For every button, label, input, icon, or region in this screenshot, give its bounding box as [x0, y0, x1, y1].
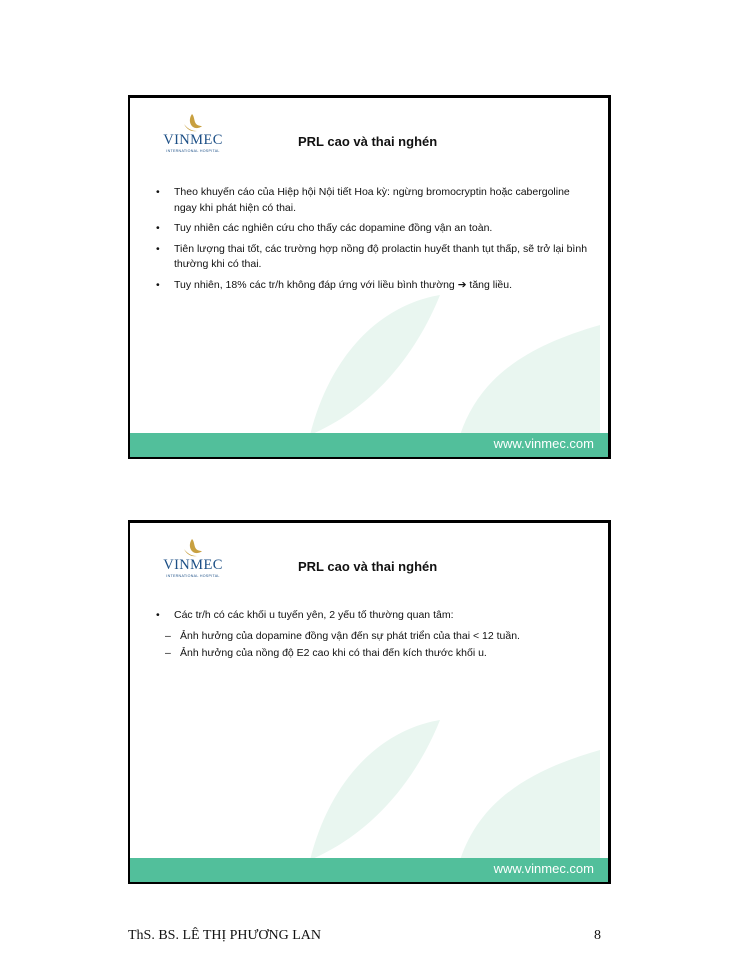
leaf-watermark-left — [300, 285, 440, 435]
bullet-item: • Các tr/h có các khối u tuyến yên, 2 yếu tố thường quan tâm: — [156, 609, 454, 621]
leaf-watermark-right — [460, 710, 600, 860]
page-author: ThS. BS. LÊ THỊ PHƯƠNG LAN — [128, 928, 321, 943]
slide-title: PRL cao và thai nghén — [298, 134, 438, 149]
slide-title: PRL cao và thai nghén — [298, 559, 438, 574]
leaf-watermark-right — [460, 285, 600, 435]
bullet-text: Tuy nhiên, 18% các tr/h không đáp ứng với liều bình thường ➔ tăng liều. — [174, 278, 513, 291]
footer-bar — [130, 433, 608, 457]
bullet-list — [148, 185, 588, 298]
sub-bullet-text: Ảnh hưởng của nồng độ E2 cao khi có thai đến kích thước khối u. — [180, 647, 487, 659]
logo-wordmark: VINMEC — [163, 132, 223, 148]
bullet-list — [148, 608, 588, 662]
footer-bar — [130, 858, 608, 882]
bullet-text: Các tr/h có các khối u tuyến yên, 2 yếu tố thường quan tâm: — [174, 609, 454, 621]
bullet-item: • Tuy nhiên, 18% các tr/h không đáp ứng với liều bình thường ➔ tăng liều. — [156, 278, 513, 291]
footer-url: www.vinmec.com — [493, 861, 594, 876]
vinmec-swan-icon — [180, 112, 204, 134]
bullet-text: Tiên lượng thai tốt, các trường hợp nồng độ prolactin huyết thanh tụt thấp, sẽ trở lại bình thường khi có thai. — [174, 242, 588, 270]
sub-bullet-text: Ảnh hưởng của dopamine đồng vận đến sự phát triển của thai < 12 tuần. — [180, 629, 520, 642]
bullet-text: Tuy nhiên các nghiên cứu cho thấy các dopamine đồng vận an toàn. — [174, 222, 493, 234]
logo-subtitle: INTERNATIONAL HOSPITAL — [166, 149, 220, 153]
page-number: 8 — [594, 928, 601, 943]
sub-bullet-item: – Ảnh hưởng của nồng độ E2 cao khi có thai đến kích thước khối u. — [165, 647, 487, 659]
slide-2 — [128, 520, 611, 884]
leaf-watermark-left — [300, 710, 440, 860]
slide-1 — [128, 95, 611, 459]
bullet-item: • Theo khuyến cáo của Hiệp hội Nội tiết Hoa kỳ: ngừng bromocryptin hoặc cabergoline ngay khi phát hiện có thai. — [156, 186, 570, 214]
vinmec-logo — [158, 537, 228, 579]
footer-url: www.vinmec.com — [493, 436, 594, 451]
logo-subtitle: INTERNATIONAL HOSPITAL — [166, 574, 220, 578]
sub-bullet-item: – Ảnh hưởng của dopamine đồng vận đến sự phát triển của thai < 12 tuần. — [165, 629, 520, 642]
bullet-text: Theo khuyến cáo của Hiệp hội Nội tiết Hoa kỳ: ngừng bromocryptin hoặc cabergoline ngay khi phát hiện có thai. — [174, 186, 570, 214]
bullet-item: • Tiên lượng thai tốt, các trường hợp nồng độ prolactin huyết thanh tụt thấp, sẽ trở lại bình thường khi có thai. — [156, 242, 588, 270]
logo-wordmark: VINMEC — [163, 557, 223, 573]
vinmec-swan-icon — [180, 537, 204, 559]
bullet-item: • Tuy nhiên các nghiên cứu cho thấy các dopamine đồng vận an toàn. — [156, 222, 493, 234]
vinmec-logo — [158, 112, 228, 154]
